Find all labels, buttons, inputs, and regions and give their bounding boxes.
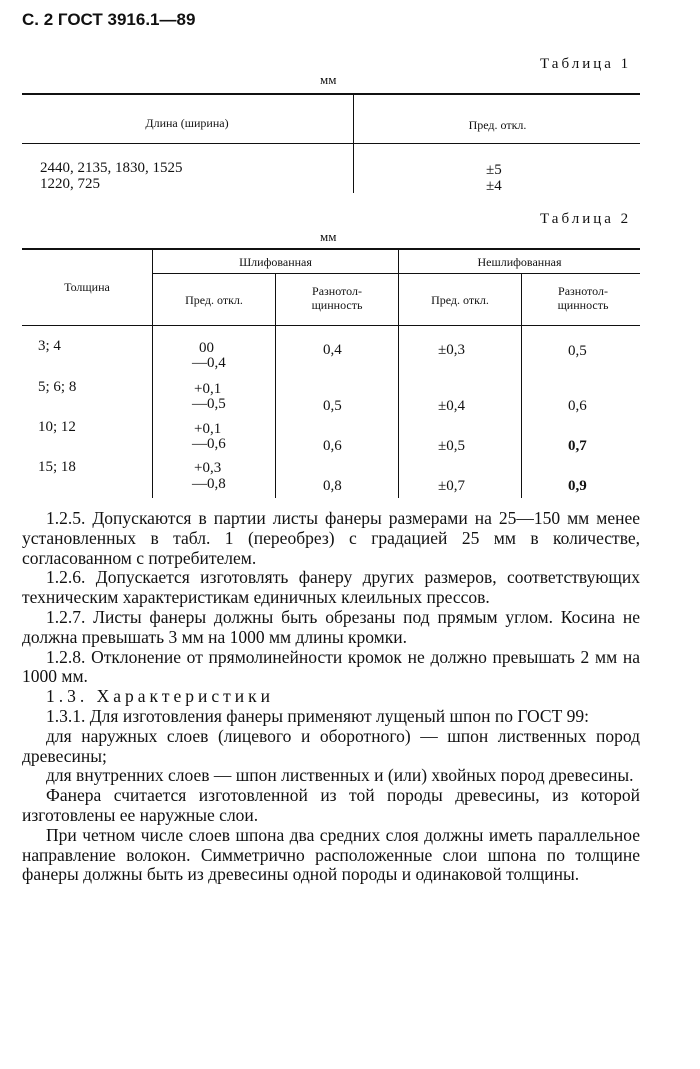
table2-row1-p-dev2: —0,4 <box>192 355 226 371</box>
table2-row1-u-var: 0,5 <box>568 343 587 359</box>
table1-row2-length: 1220, 725 <box>40 176 100 192</box>
table2-row3-p-var: 0,6 <box>323 438 342 454</box>
para-1-3-1: 1.3.1. Для изготовления фанеры применяют лущеный шпон по ГОСТ 99: <box>46 705 590 726</box>
table1-row2-dev: ±4 <box>486 178 502 194</box>
table1-caption: Таблица 1 <box>540 56 632 72</box>
table2-col-divider-3 <box>275 273 276 498</box>
table2-subheader-polished-var: Разнотол-щинность <box>311 284 363 312</box>
para-1-2-7: 1.2.7. Листы фанеры должны быть обрезаны под прямым углом. Косина не должна превышать 3 мм на 1000 мм длины кромки. <box>22 606 640 647</box>
table2-row4-thickness: 15; 18 <box>38 459 76 475</box>
table2-header-rule <box>22 325 640 326</box>
table1-header-length: Длина (ширина) <box>145 116 229 130</box>
table2-header-unpolished: Нешлифованная <box>477 255 562 269</box>
table2-header-thickness: Толщина <box>64 280 110 294</box>
table2-header-polished: Шлифованная <box>239 255 312 269</box>
para-outer-layers: для наружных слоев (лицевого и оборотного) — шпон лиственных пород древесины; <box>22 725 640 766</box>
table2-row3-u-dev: ±0,5 <box>438 438 465 454</box>
table2-row2-p-dev2: —0,5 <box>192 396 226 412</box>
para-even-layers: При четном числе слоев шпона два средних слоя должны иметь параллельное направление волокон. Симметрично расположенные слои шпона по толщине фанеры должны быть из древесины одной породы и одинаковой толщины. <box>22 824 640 885</box>
table1-unit: мм <box>320 72 337 87</box>
table2-row2-u-dev: ±0,4 <box>438 398 465 414</box>
table1-row1-dev: ±5 <box>486 162 502 178</box>
para-fanera: Фанера считается изготовленной из той породы древесины, из которой изготовлены ее наружные слои. <box>22 785 640 825</box>
table2-top-rule <box>22 248 640 250</box>
table2-row3-thickness: 10; 12 <box>38 419 76 435</box>
page-header: С. 2 ГОСТ 3916.1—89 <box>22 10 196 29</box>
table2-row3-u-var: 0,7 <box>568 438 587 454</box>
table2-row2-p-var: 0,5 <box>323 398 342 414</box>
table1-row1-length: 2440, 2135, 1830, 1525 <box>40 160 183 176</box>
table2-row3-p-dev2: —0,6 <box>192 436 226 452</box>
table2-row1-p-var: 0,4 <box>323 342 342 358</box>
table2-row4-p-dev2: —0,8 <box>192 476 226 492</box>
table2-row1-p-dev1: 00 <box>199 340 214 356</box>
table2-row4-u-dev: ±0,7 <box>438 478 465 494</box>
table1-col-divider <box>353 95 354 193</box>
table2-row1-thickness: 3; 4 <box>38 338 61 354</box>
table1-header-dev: Пред. откл. <box>468 118 527 132</box>
table2-col-divider-1 <box>152 250 153 498</box>
table2-row4-p-dev1: +0,3 <box>194 460 222 476</box>
table1-header-rule <box>22 143 640 144</box>
para-1-2-6: 1.2.6. Допускается изготовлять фанеру других размеров, соответствующих техническим характеристикам единичных клеильных прессов. <box>22 567 640 608</box>
table2-caption: Таблица 2 <box>540 211 632 227</box>
table2-col-divider-4 <box>521 273 522 498</box>
section-1-3-heading: 1.3. Характеристики <box>46 686 274 707</box>
table2-subheader-unpolished-var: Разнотол-щинность <box>557 284 609 312</box>
table2-row3-p-dev1: +0,1 <box>194 421 222 437</box>
table2-col-divider-2 <box>398 250 399 498</box>
table2-subheader-unpolished-dev: Пред. откл. <box>431 293 489 307</box>
table2-group-rule <box>152 273 640 274</box>
para-1-2-8: 1.2.8. Отклонение от прямолинейности кромок не должно превышать 2 мм на 1000 мм. <box>22 646 640 687</box>
para-1-2-5: 1.2.5. Допускаются в партии листы фанеры размерами на 25—150 мм менее установленных в табл. 1 (переобрез) с градацией 25 мм в количестве, согласованном с потребителем. <box>22 508 640 568</box>
para-inner-layers: для внутренних слоев — шпон лиственных и (или) хвойных пород древесины. <box>46 765 634 786</box>
body-text <box>22 509 640 885</box>
table2-row4-u-var: 0,9 <box>568 478 587 494</box>
table2-unit: мм <box>320 229 337 244</box>
table1-top-rule <box>22 93 640 95</box>
table2-row1-u-dev: ±0,3 <box>438 342 465 358</box>
table2-row2-u-var: 0,6 <box>568 398 587 414</box>
table2-subheader-polished-dev: Пред. откл. <box>185 293 243 307</box>
table2-row2-thickness: 5; 6; 8 <box>38 379 77 395</box>
table2-row2-p-dev1: +0,1 <box>194 381 222 397</box>
table2-row4-p-var: 0,8 <box>323 478 342 494</box>
